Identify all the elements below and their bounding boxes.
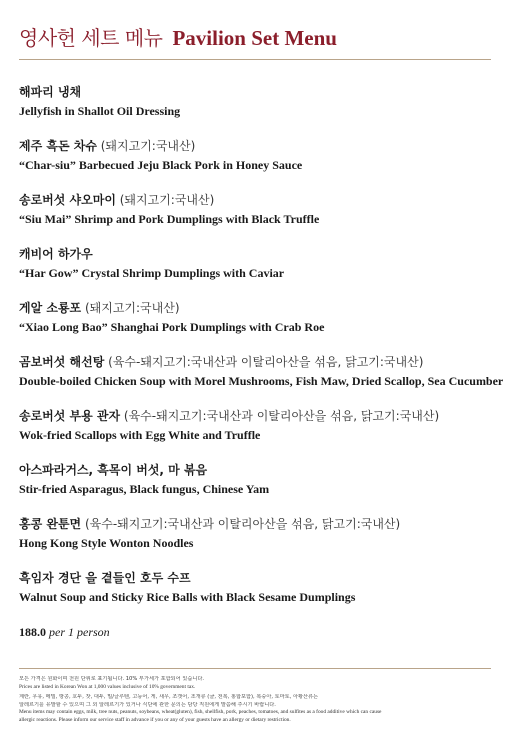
menu-item-korean <box>19 139 514 154</box>
origin-note: (육수-돼지고기:국내산과 이탈리아산을 섞음, 닭고기:국내산) <box>81 517 401 531</box>
header-divider <box>19 59 491 60</box>
dish-name-english: “Siu Mai” Shrimp and Pork Dumplings with Black Truffle <box>19 212 320 226</box>
menu-item <box>19 85 514 139</box>
menu-items-list <box>19 85 514 625</box>
dish-name-korean: 아스파라거스, 흑목이 버섯, 마 볶음 <box>19 463 208 477</box>
dish-name-english: “Har Gow” Crystal Shrimp Dumplings with Caviar <box>19 266 285 280</box>
menu-item-korean <box>19 85 514 100</box>
dish-name-english: Jellyfish in Shallot Oil Dressing <box>19 104 181 118</box>
price-unit: per 1 person <box>46 625 110 639</box>
menu-item <box>19 517 514 571</box>
price-note-english: Prices are listed in Korean Won at 1,000 values inclusive of 10% government tax. <box>19 683 196 690</box>
dish-name-english: Hong Kong Style Wonton Noodles <box>19 536 194 550</box>
allergy-note-korean-line-1: 계란, 우유, 메밀, 땅콩, 호두, 잣, 대두, 밀/글루텐, 고등어, 게, 새우, 조갯어, 조개류 (굴, 전복, 홍합포함), 복숭아, 토마토, 아황산류는 <box>19 694 319 701</box>
menu-item <box>19 301 514 355</box>
dish-name-korean: 제주 흑돈 차슈 <box>19 139 97 153</box>
menu-item-korean <box>19 517 514 532</box>
menu-item <box>19 571 514 625</box>
menu-item-korean <box>19 571 514 586</box>
dish-name-english: Stir-fried Asparagus, Black fungus, Chinese Yam <box>19 482 270 496</box>
origin-note: (육수-돼지고기:국내산과 이탈리아산을 섞음, 닭고기:국내산) <box>104 355 424 369</box>
dish-name-korean: 해파리 냉채 <box>19 85 82 99</box>
allergy-note-korean-line-2: 알레르기를 유발할 수 있으며 그 외 알레르기가 있거나 식단에 관한 문의는 담당 직원에게 말씀해 주시기 바랍니다. <box>19 701 276 708</box>
dish-name-english: Walnut Soup and Sticky Rice Balls with Black Sesame Dumplings <box>19 590 356 604</box>
menu-item-korean <box>19 409 514 424</box>
dish-name-english: “Char-siu” Barbecued Jeju Black Pork in Honey Sauce <box>19 158 303 172</box>
dish-name-korean: 게알 소룡포 <box>19 301 82 315</box>
dish-name-english: “Xiao Long Bao” Shanghai Pork Dumplings with Crab Roe <box>19 320 325 334</box>
footer-notes <box>19 676 497 725</box>
menu-title-english: Pavilion Set Menu <box>172 26 337 50</box>
price-amount: 188.0 <box>19 625 46 639</box>
menu-header <box>19 22 337 51</box>
menu-item <box>19 355 514 409</box>
set-price <box>19 625 110 640</box>
menu-item <box>19 193 514 247</box>
menu-item-korean <box>19 463 514 478</box>
allergy-note-english-line-1: Menu items may contain eggs, milk, tree nuts, peanuts, soybeans, wheat(gluten), fish, shellfish, pork, peaches, tomatoes, and sulfites as a food additive which can cause <box>19 709 382 716</box>
menu-item-korean <box>19 193 514 208</box>
footer-divider <box>19 668 491 669</box>
dish-name-english: Wok-fried Scallops with Egg White and Truffle <box>19 428 261 442</box>
dish-name-english: Double-boiled Chicken Soup with Morel Mushrooms, Fish Maw, Dried Scallop, Sea Cucumber <box>19 374 504 388</box>
origin-note: (육수-돼지고기:국내산과 이탈리아산을 섞음, 닭고기:국내산) <box>120 409 440 423</box>
menu-item-korean <box>19 301 514 316</box>
menu-item-korean <box>19 355 514 370</box>
origin-note: (돼지고기:국내산) <box>81 301 180 315</box>
menu-item-korean <box>19 247 514 262</box>
menu-item <box>19 463 514 517</box>
dish-name-korean: 송로버섯 부용 관자 <box>19 409 121 423</box>
allergy-note-english-line-2: allergic reactions. Please inform our service staff in advance if you or any of your guests have an allergy or dietary restriction. <box>19 716 291 723</box>
menu-title-korean: 영사헌 세트 메뉴 <box>19 26 163 50</box>
origin-note: (돼지고기:국내산) <box>96 139 196 153</box>
menu-item <box>19 409 514 463</box>
dish-name-korean: 흑임자 경단 을 곁들인 호두 수프 <box>19 571 191 585</box>
menu-item <box>19 139 514 193</box>
dish-name-korean: 캐비어 하가우 <box>19 247 93 261</box>
dish-name-korean: 송로버섯 샤오마이 <box>19 193 116 207</box>
menu-item <box>19 247 514 301</box>
origin-note: (돼지고기:국내산) <box>115 193 215 207</box>
dish-name-korean: 곰보버섯 해선탕 <box>19 355 105 369</box>
dish-name-korean: 홍콩 완툰면 <box>19 517 82 531</box>
price-note-korean: 모든 가격은 원화이며 천원 단위로 표기됩니다. 10% 부가세가 포함되어 있습니다. <box>19 676 205 682</box>
